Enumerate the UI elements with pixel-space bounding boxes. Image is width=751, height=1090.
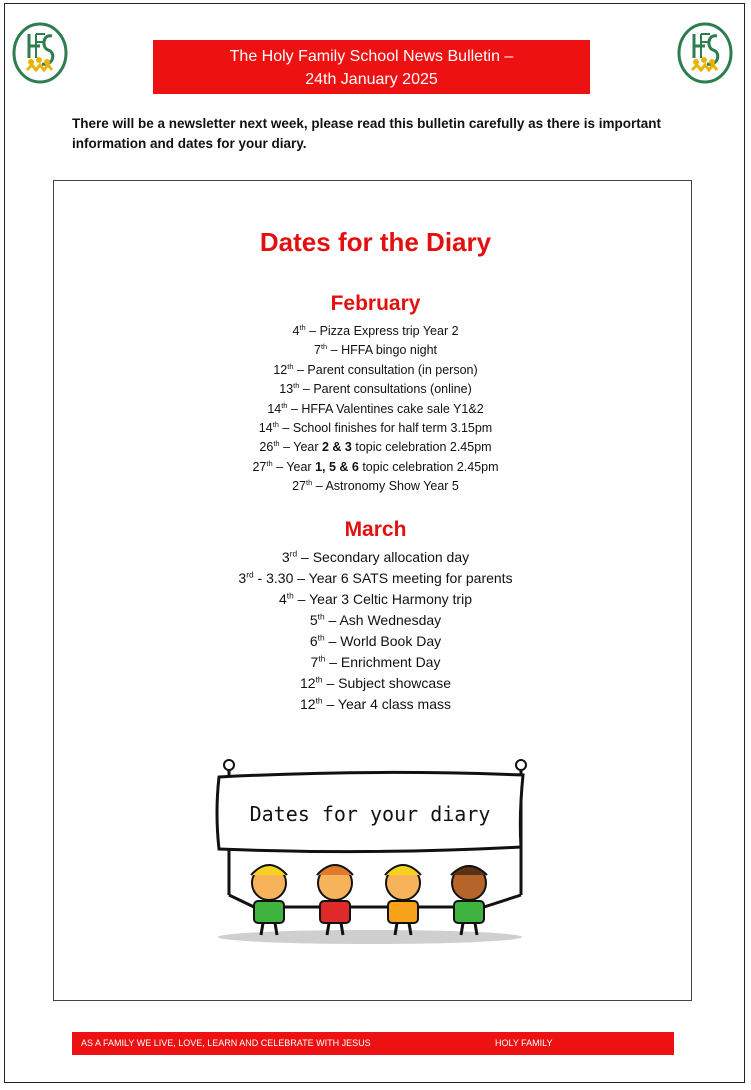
school-crest-icon: [677, 22, 733, 84]
clipart-banner-text: Dates for your diary: [249, 802, 491, 826]
event-item: 3rd – Secondary allocation day: [281, 548, 470, 565]
children-holding-banner-illustration: [205, 755, 535, 950]
event-item: 7th – Enrichment Day: [310, 653, 441, 670]
footer-school-name: HOLY FAMILY: [495, 1038, 553, 1048]
footer-motto: AS A FAMILY WE LIVE, LOVE, LEARN AND CELEBRATE WITH JESUS: [81, 1038, 371, 1048]
event-item: 14th – School finishes for half term 3.15pm: [258, 419, 493, 435]
event-item: 26th – Year 2 & 3 topic celebration 2.45pm: [259, 439, 492, 455]
event-item: 6th – World Book Day: [309, 632, 442, 649]
event-item: 27th – Astronomy Show Year 5: [292, 477, 459, 494]
month-heading-march: March: [344, 518, 407, 541]
bulletin-title: The Holy Family School News Bulletin –: [229, 48, 514, 65]
bulletin-date: 24th January 2025: [305, 71, 438, 88]
event-item: 7th – HFFA bingo night: [313, 342, 437, 358]
february-events: [0, 322, 751, 497]
event-item: 12th – Subject showcase: [300, 674, 451, 691]
footer-bar: [72, 1032, 674, 1055]
month-heading-february: February: [330, 292, 421, 315]
event-item: 13th – Parent consultations (online): [279, 381, 472, 397]
event-item: 12th – Year 4 class mass: [300, 695, 451, 712]
event-item: 12th – Parent consultation (in person): [273, 361, 478, 377]
event-item: 27th – Year 1, 5 & 6 topic celebration 2.45pm: [252, 458, 499, 474]
event-item: 4th – Year 3 Celtic Harmony trip: [279, 590, 472, 607]
event-item: 5th – Ash Wednesday: [309, 611, 442, 628]
event-item: 14th – HFFA Valentines cake sale Y1&2: [267, 400, 484, 416]
intro-text: There will be a newsletter next week, please read this bulletin carefully as there is important information and dates for your diary.: [72, 116, 661, 151]
event-item: 3rd - 3.30 – Year 6 SATS meeting for parents: [238, 569, 513, 586]
diary-title: Dates for the Diary: [259, 227, 492, 257]
bulletin-title-banner: [153, 40, 590, 94]
march-events: [0, 547, 751, 715]
event-item: 4th – Pizza Express trip Year 2: [292, 322, 459, 338]
school-crest-icon: [12, 22, 68, 84]
